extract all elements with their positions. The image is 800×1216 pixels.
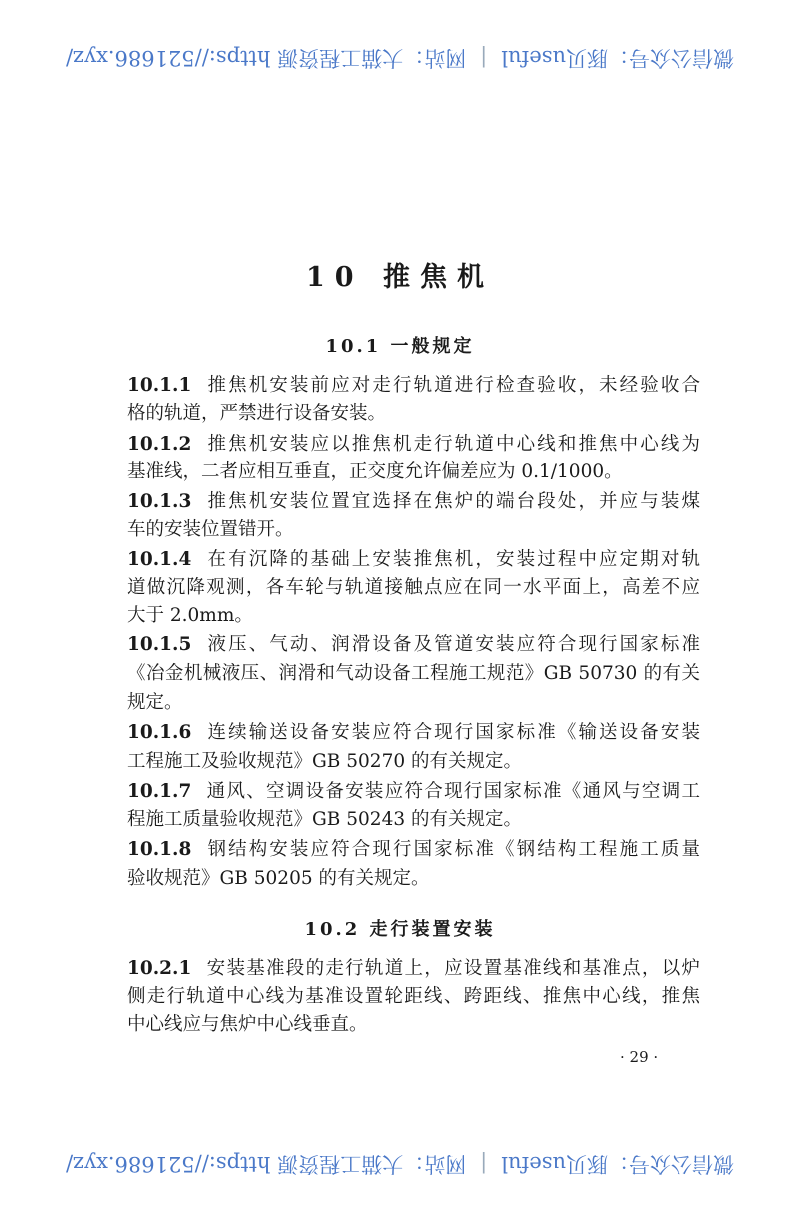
watermark-bottom (0, 1150, 800, 1180)
clause-line (127, 461, 700, 483)
section-heading: 10.1 一般规定 (325, 336, 475, 357)
clause-line (127, 722, 700, 744)
clause-text: 安装基准段的走行轨道上，应设置基准线和基准点，以炉 (205, 958, 700, 979)
clause-text: 通风、空调设备安装应符合现行国家标准《通风与空调工 (205, 781, 700, 802)
clause-line (127, 781, 700, 803)
clause-line (127, 692, 700, 714)
clause-line (127, 434, 700, 456)
clause-line (127, 519, 700, 541)
chapter-title: 10 推焦机 (306, 262, 494, 293)
clause-text: 在有沉降的基础上安装推焦机，安装过程中应定期对轨 (205, 549, 700, 570)
clause-text: 车的安装位置错开。 (127, 519, 294, 540)
clause-line (127, 1014, 700, 1036)
clause-line (127, 605, 700, 627)
clause-number: 10.1.1 (127, 375, 192, 396)
clause-text: 验收规范》GB 50205 的有关规定。 (127, 868, 430, 889)
clause-number: 10.2.1 (127, 958, 192, 979)
clause-line (127, 809, 700, 831)
watermark-top (0, 44, 800, 74)
clause-text: 格的轨道，严禁进行设备安装。 (127, 403, 387, 424)
clause-line (127, 491, 700, 513)
clause-number: 10.1.8 (127, 839, 192, 860)
clause-text: 道做沉降观测，各车轮与轨道接触点应在同一水平面上，高差不应 (127, 577, 700, 598)
clause-text: 程施工质量验收规范》GB 50243 的有关规定。 (127, 809, 522, 830)
clause-number: 10.1.4 (127, 549, 192, 570)
watermark-text: 微信公众号：豚贝useful (501, 46, 735, 70)
watermark-separator: | (480, 46, 488, 70)
clause-line (127, 986, 700, 1008)
clause-text: 推焦机安装前应对走行轨道进行检查验收，未经验收合 (205, 375, 700, 396)
clause-line (127, 577, 700, 599)
clause-text: 中心线应与焦炉中心线垂直。 (127, 1014, 368, 1035)
clause-line (127, 403, 700, 425)
clause-number: 10.1.7 (127, 781, 192, 802)
clause-text: 推焦机安装位置宜选择在焦炉的端台段处，并应与装煤 (205, 491, 700, 512)
clause-text: 液压、气动、润滑设备及管道安装应符合现行国家标准 (205, 634, 700, 655)
watermark-text: 网站：大猫工程资源 https://521686.xyz/ (65, 46, 467, 70)
clause-number: 10.1.6 (127, 722, 192, 743)
watermark-text: 网站：大猫工程资源 https://521686.xyz/ (65, 1152, 467, 1176)
clause-number: 10.1.5 (127, 634, 192, 655)
clause-text: 大于 2.0mm。 (127, 605, 253, 626)
clause-number: 10.1.3 (127, 491, 192, 512)
clause-text: 推焦机安装应以推焦机走行轨道中心线和推焦中心线为 (205, 434, 700, 455)
page-number: · 29 · (620, 1048, 659, 1066)
clause-line (127, 839, 700, 861)
clause-text: 基准线，二者应相互垂直，正交度允许偏差应为 0.1/1000。 (127, 461, 623, 482)
clause-text: 侧走行轨道中心线为基准设置轮距线、跨距线、推焦中心线，推焦 (127, 986, 700, 1007)
clause-text: 工程施工及验收规范》GB 50270 的有关规定。 (127, 751, 522, 772)
clause-line (127, 634, 700, 656)
clause-text: 规定。 (127, 692, 183, 713)
clause-line (127, 663, 700, 685)
clause-number: 10.1.2 (127, 434, 192, 455)
clause-text: 《冶金机械液压、润滑和气动设备工程施工规范》GB 50730 的有关 (127, 663, 700, 684)
clause-text: 连续输送设备安装应符合现行国家标准《输送设备安装 (205, 722, 700, 743)
watermark-text: 微信公众号：豚贝useful (501, 1152, 735, 1176)
clause-line (127, 375, 700, 397)
clause-text: 钢结构安装应符合现行国家标准《钢结构工程施工质量 (205, 839, 700, 860)
clause-line (127, 549, 700, 571)
watermark-separator: | (480, 1152, 488, 1176)
clause-line (127, 868, 700, 890)
clause-line (127, 958, 700, 980)
section-heading: 10.2 走行装置安装 (304, 919, 496, 940)
clause-line (127, 751, 700, 773)
